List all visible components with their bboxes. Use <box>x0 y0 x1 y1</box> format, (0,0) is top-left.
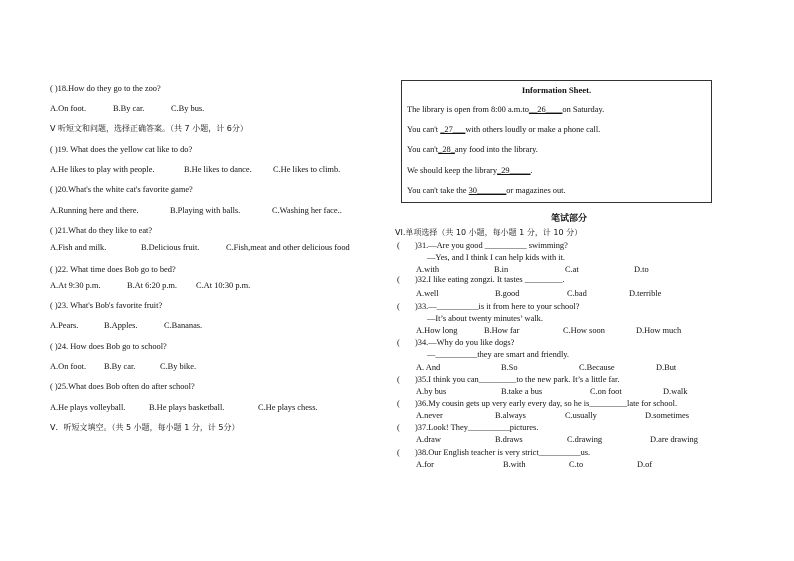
q22-option-b: B.At 6:20 p.m. <box>127 281 178 290</box>
info-row-text: with others loudly or make a phone call. <box>465 125 601 134</box>
q33-stem-reply: —It’s about twenty minutes’ walk. <box>427 314 543 323</box>
q32-option-b: B.good <box>495 289 520 298</box>
q32-option-c: C.bad <box>567 289 587 298</box>
q34-option-a: A. And <box>416 363 441 372</box>
q34-stem-reply: —__________they are smart and friendly. <box>427 350 570 359</box>
blank-26: __26____ <box>528 105 563 114</box>
q23-option-a: A.Pears. <box>50 321 79 330</box>
section-v2-heading: V．听短文填空。（共 5 小题，每小题 1 分，计 5分） <box>50 423 240 432</box>
q31-option-a: A.with <box>416 265 440 274</box>
info-row-text: or magazines out. <box>506 186 566 195</box>
q36-option-c: C.usually <box>565 411 597 420</box>
q31-stem: )31.—Are you good __________ swimming? <box>415 241 568 250</box>
q33-option-d: D.How much <box>636 326 682 335</box>
q22-option-a: A.At 9:30 p.m. <box>50 281 101 290</box>
q36-stem: )36.My cousin gets up very early every day, so he is_________late for school. <box>415 399 678 408</box>
q31-paren: ( <box>397 241 400 250</box>
q32-option-d: D.terrible <box>629 289 662 298</box>
info-row-text: You can't take the <box>407 186 469 195</box>
q25-option-a: A.He plays volleyball. <box>50 403 126 412</box>
info-row-29 <box>407 167 533 175</box>
q23-option-c: C.Bananas. <box>164 321 203 330</box>
q33-option-b: B.How far <box>484 326 520 335</box>
section-vi-heading: VI.单项选择（共 10 小题，每小题 1 分，计 10 分） <box>395 228 583 237</box>
q38-option-a: A.for <box>416 460 434 469</box>
q37-paren: ( <box>397 423 400 432</box>
q19-stem: ( )19. What does the yellow cat like to do? <box>50 145 193 154</box>
q31-option-b: B.in <box>494 265 509 274</box>
q35-paren: ( <box>397 375 400 384</box>
info-row-text: any food into the library. <box>454 145 538 154</box>
blank-28: _28_ <box>438 145 455 154</box>
q33-option-c: C.How soon <box>563 326 605 335</box>
q36-option-d: D.sometimes <box>645 411 689 420</box>
q35-option-b: B.take a bus <box>501 387 543 396</box>
q34-option-d: D.But <box>656 363 677 372</box>
q31-option-d: D.to <box>634 265 649 274</box>
written-part-heading: 笔试部分 <box>551 214 588 224</box>
q21-option-a: A.Fish and milk. <box>50 243 107 252</box>
q19-option-a: A.He likes to play with people. <box>50 165 155 174</box>
info-row-28 <box>407 146 538 154</box>
q32-paren: ( <box>397 275 400 284</box>
q20-stem: ( )20.What's the white cat's favorite game? <box>50 185 193 194</box>
info-row-text: You can't <box>407 145 439 154</box>
info-row-text: The library is open from 8:00 a.m.to <box>407 105 529 114</box>
q25-stem: ( )25.What does Bob often do after school? <box>50 382 195 391</box>
q23-option-b: B.Apples. <box>104 321 138 330</box>
q35-option-d: D.walk <box>663 387 688 396</box>
blank-27: _27___ <box>440 125 466 134</box>
q20-option-b: B.Playing with balls. <box>170 206 241 215</box>
q25-option-c: C.He plays chess. <box>258 403 318 412</box>
info-row-text: You can't <box>407 125 441 134</box>
q23-stem: ( )23. What's Bob's favorite fruit? <box>50 301 163 310</box>
information-sheet <box>401 80 712 203</box>
q34-option-b: B.So <box>501 363 518 372</box>
q21-option-c: C.Fish,meat and other delicious food <box>226 243 350 252</box>
q38-option-b: B.with <box>503 460 526 469</box>
information-sheet-title: Information Sheet. <box>521 85 592 95</box>
q25-option-b: B.He plays basketball. <box>149 403 225 412</box>
q18-option-a: A.On foot. <box>50 104 87 113</box>
q20-option-c: C.Washing her face.. <box>272 206 342 215</box>
info-row-text: on Saturday. <box>562 105 605 114</box>
q36-paren: ( <box>397 399 400 408</box>
q34-option-c: C.Because <box>579 363 615 372</box>
info-row-27 <box>407 126 600 134</box>
q32-option-a: A.well <box>416 289 439 298</box>
q21-stem: ( )21.What do they like to eat? <box>50 226 153 235</box>
q35-option-a: A.by bus <box>416 387 447 396</box>
q34-stem: )34.—Why do you like dogs? <box>415 338 515 347</box>
q31-option-c: C.at <box>565 265 579 274</box>
q32-stem: )32.I like eating zongzi. It tastes _________. <box>415 275 565 284</box>
q37-option-c: C.drawing <box>567 435 603 444</box>
q31-stem-reply: —Yes, and I think I can help kids with it. <box>427 253 566 262</box>
q22-stem: ( )22. What time does Bob go to bed? <box>50 265 176 274</box>
section-v-heading: V 听短文和问题，选择正确答案。（共 7 小题，计 6分） <box>50 124 248 133</box>
q33-option-a: A.How long <box>416 326 458 335</box>
q19-option-b: B.He likes to dance. <box>184 165 252 174</box>
q21-option-b: B.Delicious fruit. <box>141 243 200 252</box>
q36-option-a: A.never <box>416 411 443 420</box>
info-row-text: We should keep the library <box>407 166 498 175</box>
q37-option-d: D.are drawing <box>650 435 698 444</box>
q38-paren: ( <box>397 448 400 457</box>
q37-stem: )37.Look! They__________pictures. <box>415 423 539 432</box>
q36-option-b: B.always <box>495 411 526 420</box>
q37-option-a: A.draw <box>416 435 441 444</box>
blank-29: _29_____ <box>497 166 531 175</box>
q24-option-a: A.On foot. <box>50 362 87 371</box>
q33-paren: ( <box>397 302 400 311</box>
q38-option-d: D.of <box>637 460 653 469</box>
q35-option-c: C.on foot <box>590 387 622 396</box>
q18-option-b: B.By car. <box>113 104 145 113</box>
q22-option-c: C.At 10:30 p.m. <box>196 281 251 290</box>
q24-option-c: C.By bike. <box>160 362 197 371</box>
blank-30: 30_______ <box>468 186 507 195</box>
q20-option-a: A.Running here and there. <box>50 206 139 215</box>
q24-stem: ( )24. How does Bob go to school? <box>50 342 167 351</box>
info-row-26 <box>407 106 604 114</box>
q38-option-c: C.to <box>569 460 584 469</box>
q18-stem: ( )18.How do they go to the zoo? <box>50 84 161 93</box>
q19-option-c: C.He likes to climb. <box>273 165 341 174</box>
q37-option-b: B.draws <box>495 435 523 444</box>
q24-option-b: B.By car. <box>104 362 136 371</box>
q18-option-c: C.By bus. <box>171 104 205 113</box>
info-row-text: . <box>530 166 533 175</box>
q33-stem: )33.—__________is it from here to your school? <box>415 302 580 311</box>
q35-stem: )35.I think you can_________to the new park. It’s a little far. <box>415 375 620 384</box>
info-row-30 <box>407 187 566 195</box>
q34-paren: ( <box>397 338 400 347</box>
q38-stem: )38.Our English teacher is very strict__________us. <box>415 448 591 457</box>
